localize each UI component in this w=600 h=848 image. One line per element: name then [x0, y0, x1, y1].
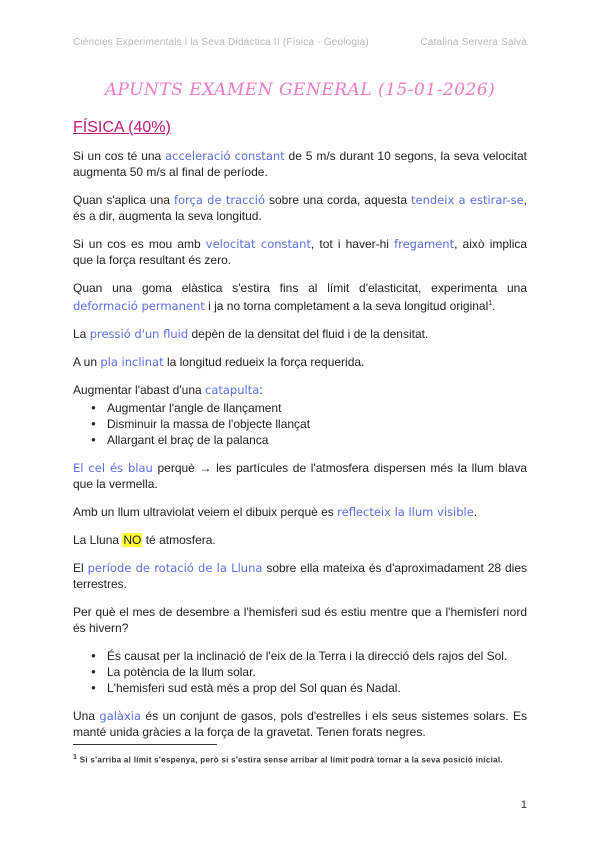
footnote-number: 1: [73, 754, 78, 761]
paragraph: [73, 560, 527, 592]
page-number: 1: [520, 799, 527, 811]
list-item: ● És causat per la inclinació de l'eix de la Terra i la direcció dels rajos del Sol.: [107, 648, 527, 664]
header-author: Catalina Servera Salvà: [420, 37, 527, 48]
section-heading-fisica: FÍSICA (40%): [73, 119, 171, 136]
paragraph: [73, 148, 527, 180]
text: depèn de la densitat del fluid i de la densitat.: [188, 327, 429, 341]
highlighted-term: deformació permanent: [73, 299, 205, 313]
paragraph: [73, 604, 527, 636]
document-body: [73, 148, 527, 752]
header-course: Ciències Experimentals i la Seva Didàctica II (Física - Geologia): [73, 37, 369, 48]
highlighted-term: El cel és blau: [73, 461, 153, 475]
text: i ja no torna completament a la seva longitud original: [204, 299, 489, 313]
bullet-list-catapulta: [73, 400, 527, 448]
bullet-list-hemisferi: [73, 648, 527, 696]
paragraph: [73, 460, 527, 492]
text: , és a dir, augmenta la seva longitud.: [73, 193, 527, 223]
page-header: [73, 37, 527, 48]
paragraph: [73, 382, 527, 398]
text: Si un cos es mou amb: [73, 237, 206, 251]
highlighted-term: força de tracció: [173, 193, 266, 207]
text: és un conjunt de gasos, pols d'estrelles i els seus sistemes solars. Es manté unida gràcies a la força de la gravetat. Tenen forats negres.: [73, 709, 527, 739]
text: Si un cos té una: [73, 149, 166, 163]
list-item: ● Augmentar l'angle de llançament: [107, 400, 527, 416]
footnote-text: Si s'arriba al límit s'espenya, però si s'estira sense arribar al límit podrà tornar a la seva posició inicial.: [77, 755, 503, 765]
text: Una: [73, 709, 100, 723]
marker-highlight: NO: [123, 533, 142, 547]
highlighted-term: tendeix a estirar-se: [411, 193, 524, 207]
paragraph: [73, 504, 527, 520]
text: sobre una corda, aquesta: [265, 193, 411, 207]
text: El: [73, 561, 88, 575]
text: , això implica que la força resultant és zero.: [73, 237, 528, 267]
footnote-marker[interactable]: 1: [488, 300, 493, 307]
text: perquè → les partícules de l'atmosfera dispersen més la llum blava que la vermella.: [73, 461, 528, 491]
text: .: [492, 299, 496, 313]
highlighted-term: fregament: [394, 237, 455, 251]
highlighted-term: galàxia: [99, 709, 142, 723]
highlighted-term: velocitat constant: [205, 237, 311, 251]
text: la longitud redueix la força requerida.: [163, 355, 365, 369]
highlighted-term: reflecteix la llum visible: [337, 505, 474, 519]
footnote-divider: [73, 744, 217, 745]
highlighted-term: pressió d'un fluid: [89, 327, 189, 341]
paragraph: [73, 532, 527, 548]
text: té atmosfera.: [142, 533, 216, 547]
highlighted-term: període de rotació de la Lluna: [87, 561, 263, 575]
list-item: ● Allargant el braç de la palanca: [107, 432, 527, 448]
paragraph: [73, 280, 527, 314]
list-item: ● L'hemisferi sud està més a prop del Sol quan és Nadal.: [107, 680, 527, 696]
paragraph: [73, 708, 527, 740]
text: Per què el mes de desembre a l'hemisferi sud és estiu mentre que a l'hemisferi nord és hivern?: [73, 605, 527, 635]
text: sobre ella mateixa és d'aproximadament 28 dies terrestres.: [73, 561, 527, 591]
list-item: ● Disminuir la massa de l'objecte llançat: [107, 416, 527, 432]
paragraph: [73, 354, 527, 370]
text: .: [473, 505, 478, 519]
text: :: [259, 383, 263, 397]
paragraph: [73, 192, 527, 224]
text: Amb un llum ultraviolat veiem el dibuix perquè es: [73, 505, 338, 519]
document-title: APUNTS EXAMEN GENERAL (15-01-2026): [104, 80, 496, 100]
text: Augmentar l'abast d'una: [73, 383, 205, 397]
paragraph: [73, 326, 527, 342]
text: Quan una goma elàstica s'estira fins al límit d'elasticitat, experimenta una: [73, 281, 527, 295]
paragraph: [73, 236, 527, 268]
text: La: [73, 327, 90, 341]
text: , tot i haver-hi: [310, 237, 395, 251]
footnote: [73, 752, 527, 767]
text: A un: [73, 355, 101, 369]
highlighted-term: pla inclinat: [100, 355, 164, 369]
text: La Lluna: [73, 533, 123, 547]
highlighted-term: acceleració constant: [165, 149, 285, 163]
highlighted-term: catapulta: [205, 383, 260, 397]
text: Quan s'aplica una: [73, 193, 174, 207]
text: de 5 m/s durant 10 segons, la seva velocitat augmenta 50 m/s al final de període.: [73, 149, 528, 179]
list-item: ● La potència de la llum solar.: [107, 664, 527, 680]
